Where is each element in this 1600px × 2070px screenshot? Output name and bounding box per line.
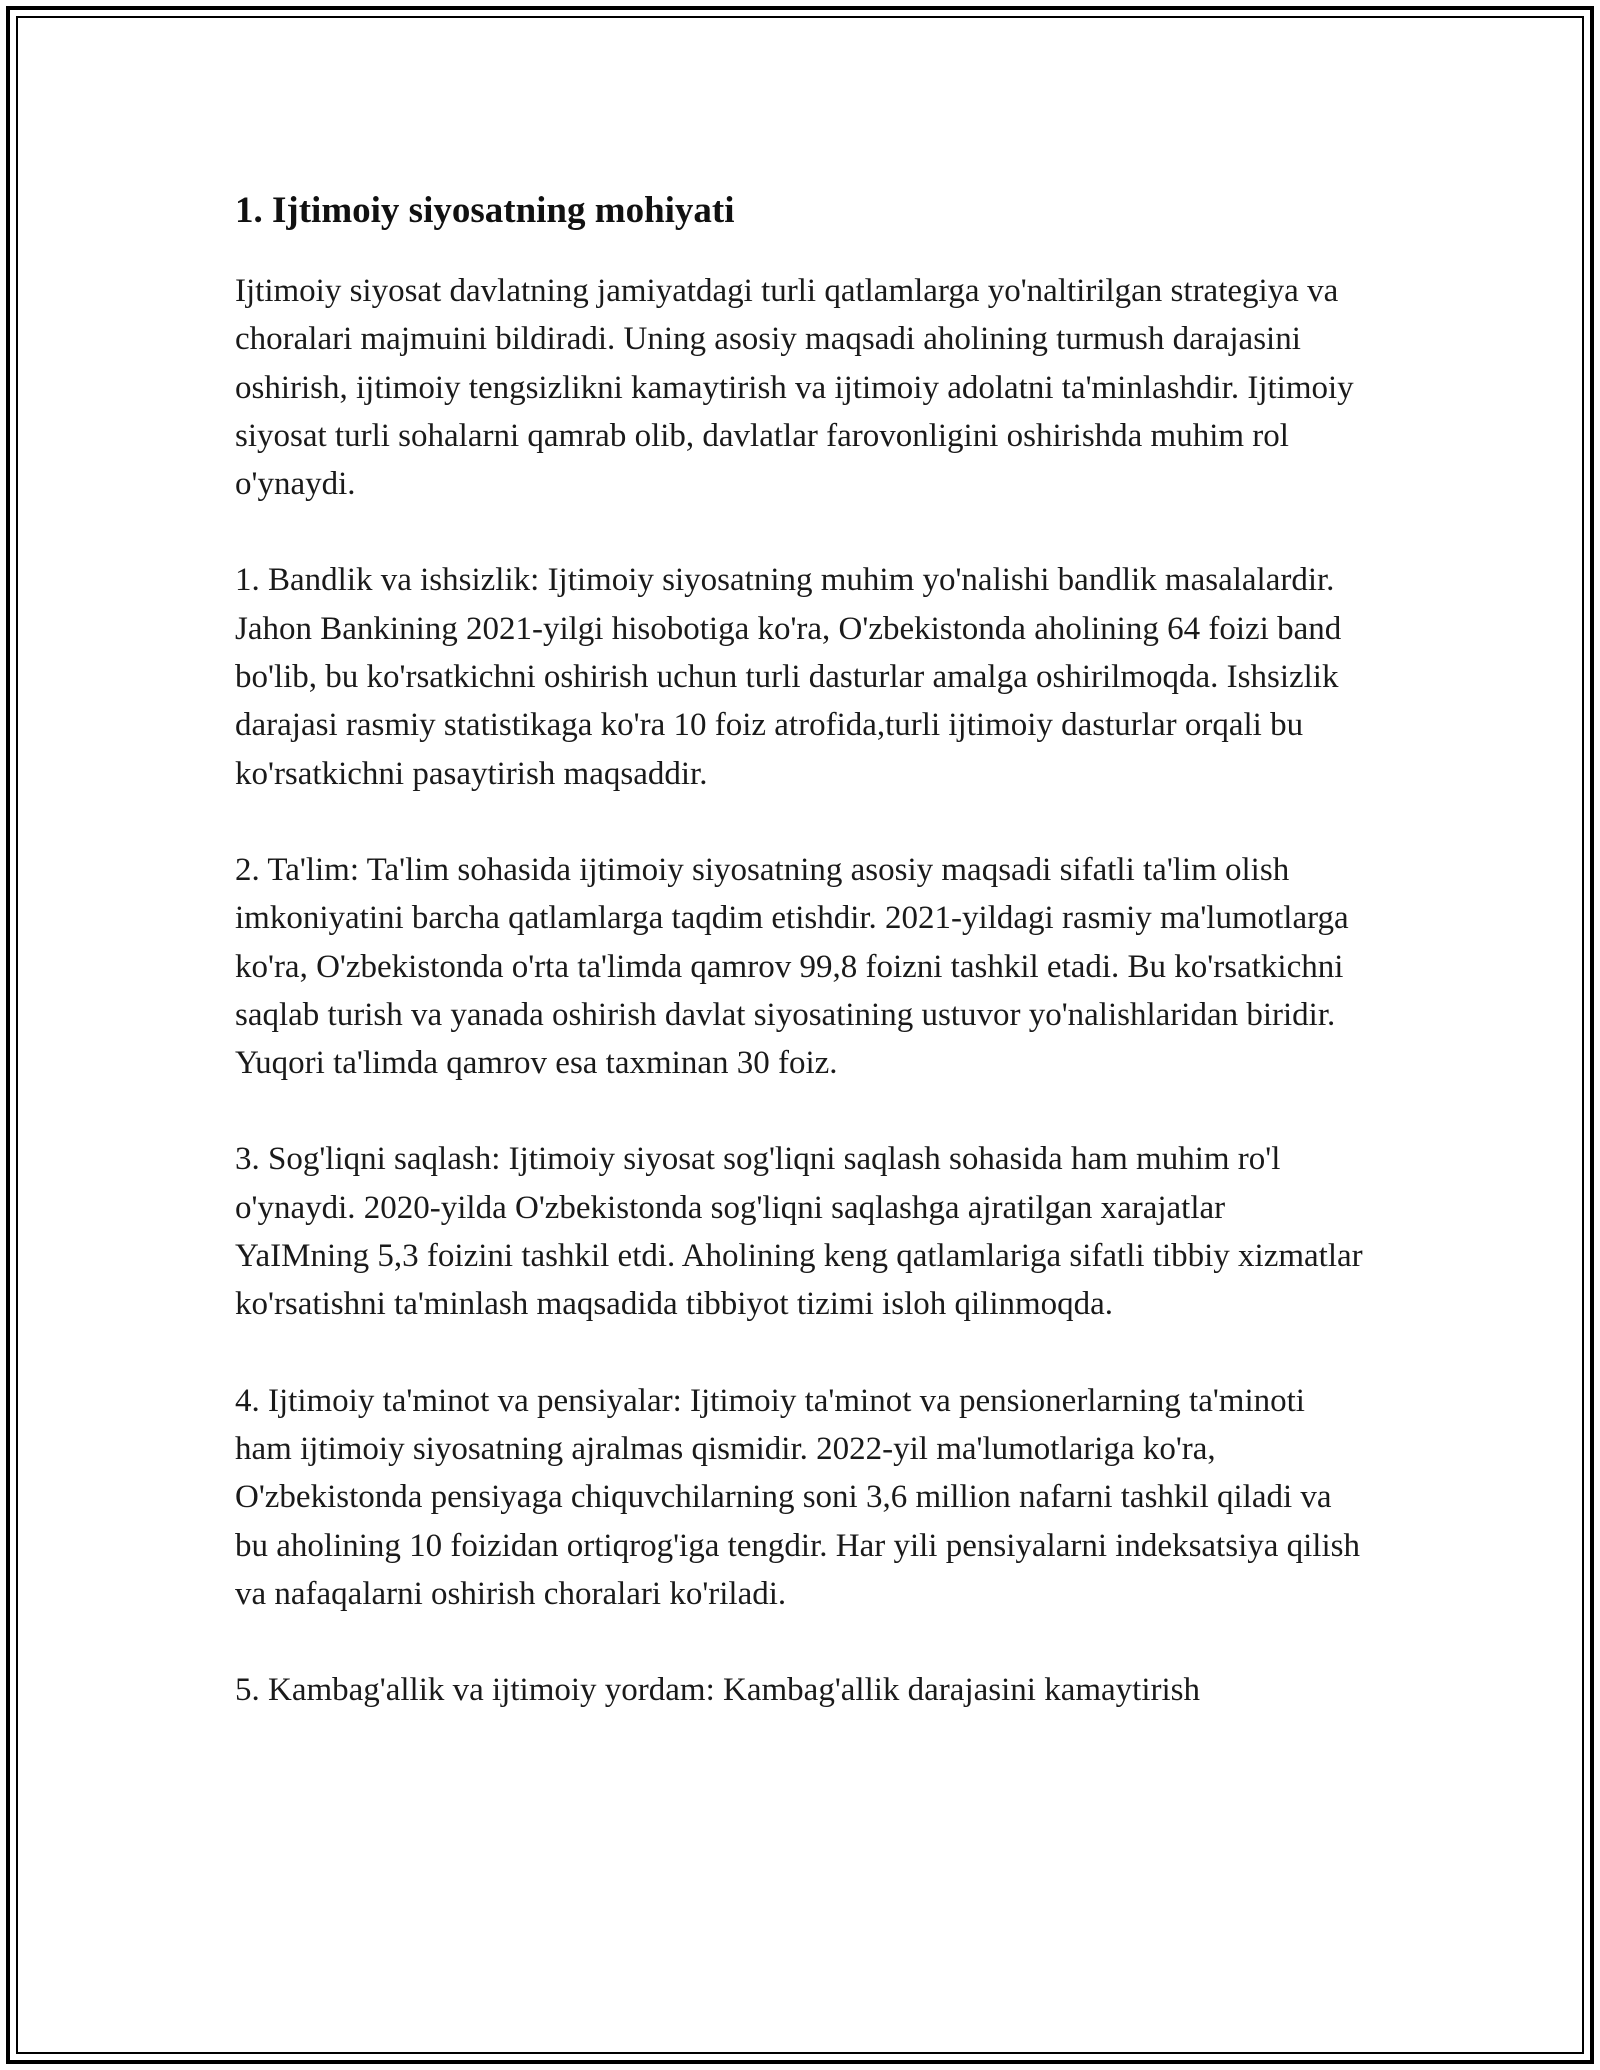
document-body: [235, 185, 1365, 1762]
pensions-paragraph: 4. Ijtimoiy ta'minot va pensiyalar: Ijtimoiy ta'minot va pensionerlarning ta'minoti ham ijtimoiy siyosatning ajralmas qismidir. 2022-yil ma'lumotlariga ko'ra, O'zbekistonda pensiyaga chiquvchilarning soni 3,6 million nafarni tashkil qiladi va bu aholining 10 foizidan ortiqrog'iga tengdir. Har yili pensiyalarni indeksatsiya qilish va nafaqalarni oshirish choralari ko'riladi.: [235, 1382, 1360, 1612]
education-paragraph: 2. Ta'lim: Ta'lim sohasida ijtimoiy siyosatning asosiy maqsadi sifatli ta'lim olish imkoniyatini barcha qatlamlarga taqdim etishdir. 2021-yildagi rasmiy ma'lumotlarga ko'ra, O'zbekistonda o'rta ta'limda qamrov 99,8 foizni tashkil etadi. Bu ko'rsatkichni saqlab turish va yanada oshirish davlat siyosatining ustuvor yo'nalishlaridan biridir. Yuqori ta'limda qamrov esa taxminan 30 foiz.: [235, 851, 1349, 1082]
section-heading: 1. Ijtimoiy siyosatning mohiyati: [235, 190, 735, 231]
healthcare-paragraph: 3. Sog'liqni saqlash: Ijtimoiy siyosat sog'liqni saqlash sohasida ham muhim ro'l o'ynaydi. 2020-yilda O'zbekistonda sog'liqni saqlashga ajratilgan xarajatlar YaIMning 5,3 foizini tashkil etdi. Aholining keng qatlamlariga sifatli tibbiy xizmatlar ko'rsatishni ta'minlash maqsadida tibbiyot tizimi isloh qilinmoqda.: [235, 1141, 1363, 1323]
poverty-paragraph: 5. Kambag'allik va ijtimoiy yordam: Kambag'allik darajasini kamaytirish: [235, 1672, 1200, 1709]
employment-paragraph: 1. Bandlik va ishsizlik: Ijtimoiy siyosatning muhim yo'nalishi bandlik masalalardir. Jahon Bankining 2021-yilgi hisobotiga ko'ra, O'zbekistonda aholining 64 foizi band bo'lib, bu ko'rsatkichni oshirish uchun turli dasturlar amalga oshirilmoqda. Ishsizlik darajasi rasmiy statistikaga ko'ra 10 foiz atrofida,turli ijtimoiy dasturlar orqali bu ko'rsatkichni pasaytirish maqsaddir.: [235, 562, 1342, 792]
intro-paragraph: Ijtimoiy siyosat davlatning jamiyatdagi turli qatlamlarga yo'naltirilgan strategiya va choralari majmuini bildiradi. Uning asosiy maqsadi aholining turmush darajasini oshirish, ijtimoiy tengsizlikni kamaytirish va ijtimoiy adolatni ta'minlashdir. Ijtimoiy siyosat turli sohalarni qamrab olib, davlatlar farovonligini oshirishda muhim rol o'ynaydi.: [235, 273, 1354, 503]
